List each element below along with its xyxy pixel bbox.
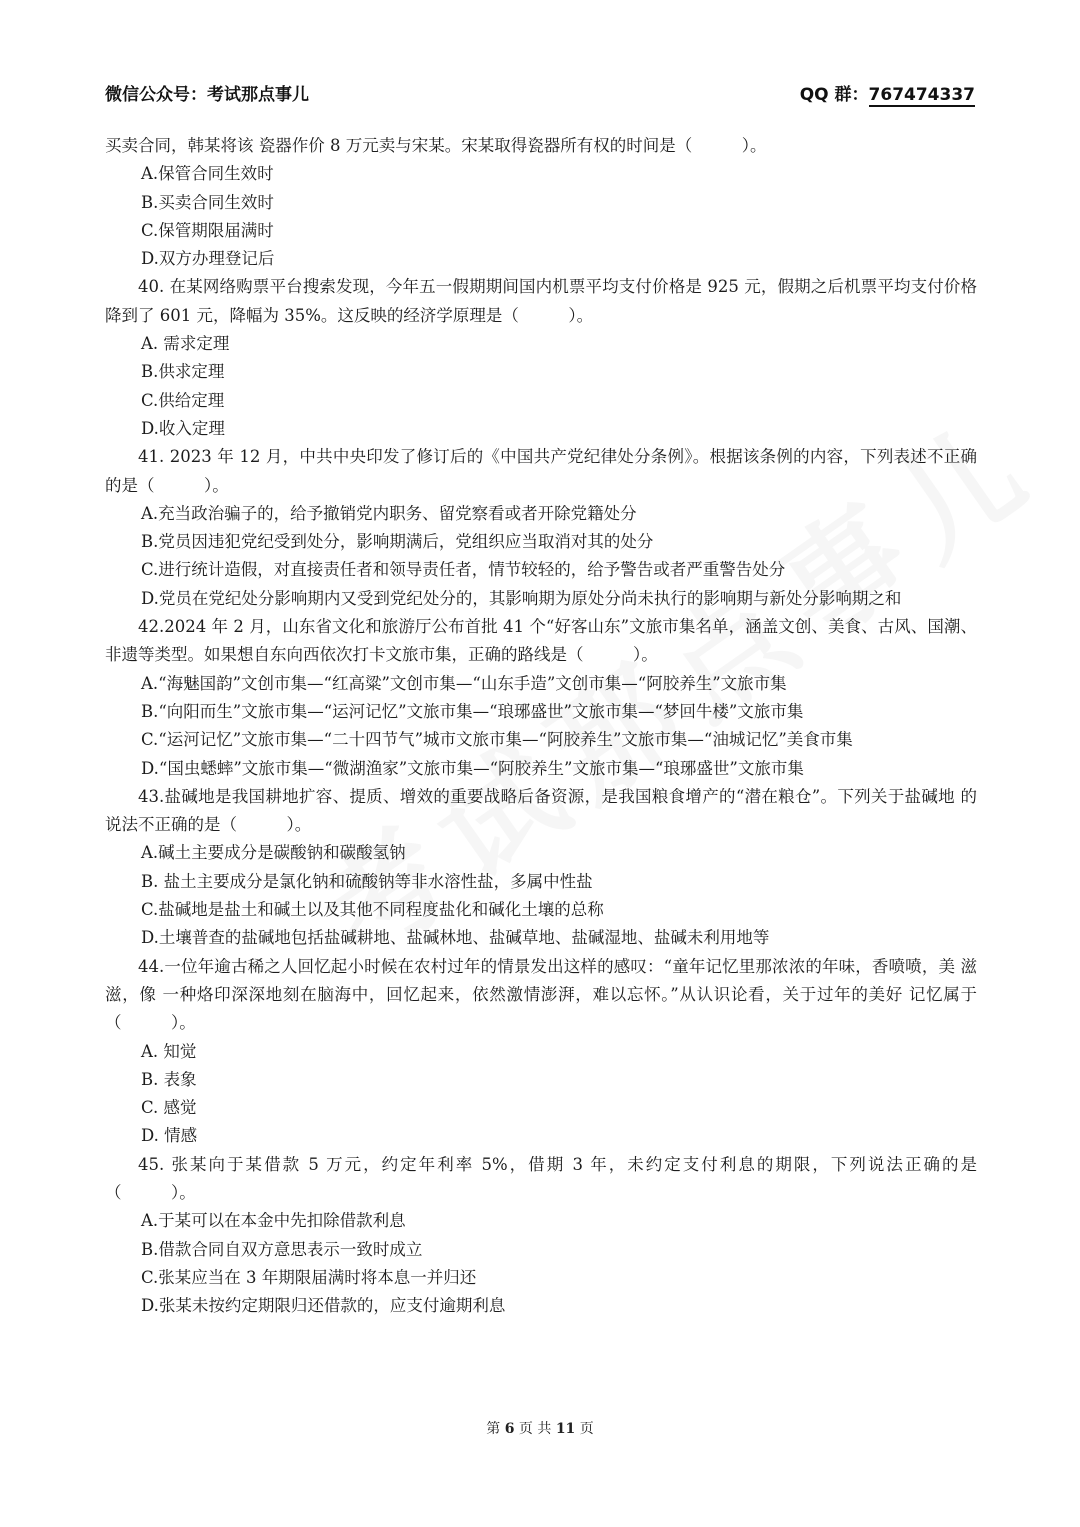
question-40-option-b: B.供求定理 bbox=[141, 362, 225, 382]
page-header bbox=[105, 80, 975, 110]
question-39-option-d: D.双方办理登记后 bbox=[141, 249, 275, 269]
header-qq-group bbox=[800, 80, 975, 105]
question-39-option-b: B.买卖合同生效时 bbox=[141, 192, 274, 212]
question-45-option-d: D.张某未按约定期限归还借款的，应支付逾期利息 bbox=[141, 1296, 506, 1316]
question-45-option-c: C.张某应当在 3 年期限届满时将本息一并归还 bbox=[141, 1267, 477, 1287]
question-39-option-c: C.保管期限届满时 bbox=[141, 220, 274, 240]
exam-content bbox=[105, 132, 977, 1320]
question-43-option-d: D.土壤普查的盐碱地包括盐碱耕地、盐碱林地、盐碱草地、盐碱湿地、盐碱未利用地等 bbox=[141, 928, 770, 948]
question-42: 42.2024 年 2 月，山东省文化和旅游厅公布首批 41 个“好客山东”文旅市集名单，涵盖文创、美食、古风、国潮、非遗等类型。如果想自东向西依次打卡文旅市集，正确的路线是（ ）。 bbox=[105, 617, 977, 665]
question-45-option-b: B.借款合同自双方意思表示一致时成立 bbox=[141, 1239, 423, 1259]
question-43-option-a: A.碱土主要成分是碳酸钠和碳酸氢钠 bbox=[141, 843, 406, 863]
footer-prefix: 第 bbox=[486, 1421, 501, 1437]
qq-group-label: QQ 群： bbox=[799, 85, 869, 105]
question-40-option-d: D.收入定理 bbox=[141, 418, 225, 438]
question-43-option-c: C.盐碱地是盐土和碱土以及其他不同程度盐化和碱化土壤的总称 bbox=[141, 900, 604, 920]
question-41-option-a: A.充当政治骗子的，给予撤销党内职务、留党察看或者开除党籍处分 bbox=[141, 503, 637, 523]
footer-page-number: 6 bbox=[504, 1421, 515, 1437]
question-44-option-c: C. 感觉 bbox=[141, 1098, 197, 1118]
question-43-option-b: B. 盐土主要成分是氯化钠和硫酸钠等非水溶性盐，多属中性盐 bbox=[141, 871, 593, 891]
question-41-option-c: C.进行统计造假，对直接责任者和领导责任者，情节较轻的，给予警告或者严重警告处分 bbox=[141, 560, 786, 580]
question-42-option-d: D.“国虫蟋蟀”文旅市集—“微湖渔家”文旅市集—“阿胶养生”文旅市集—“琅琊盛世”文旅市集 bbox=[141, 758, 804, 778]
question-42-option-b: B.“向阳而生”文旅市集—“运河记忆”文旅市集—“琅琊盛世”文旅市集—“梦回牛楼”文旅市集 bbox=[141, 701, 804, 721]
footer-middle: 页 共 bbox=[518, 1421, 552, 1437]
question-41-option-b: B.党员因违犯党纪受到处分，影响期满后，党组织应当取消对其的处分 bbox=[141, 532, 654, 552]
question-42-option-c: C.“运河记忆”文旅市集—“二十四节气”城市文旅市集—“阿胶养生”文旅市集—“油城记忆”美食市集 bbox=[141, 730, 853, 750]
question-45-option-a: A.于某可以在本金中先扣除借款利息 bbox=[141, 1211, 406, 1231]
question-42-option-a: A.“海魅国韵”文创市集—“红高粱”文创市集—“山东手造”文创市集—“阿胶养生”文旅市集 bbox=[141, 673, 787, 693]
question-41-option-d: D.党员在党纪处分影响期内又受到党纪处分的，其影响期为原处分尚未执行的影响期与新处分影响期之和 bbox=[141, 588, 902, 608]
header-wechat-account: 微信公众号：考试那点事儿 bbox=[105, 85, 309, 105]
question-39-option-a: A.保管合同生效时 bbox=[141, 164, 274, 184]
question-39-tail: 买卖合同，韩某将该 瓷器作价 8 万元卖与宋某。宋某取得瓷器所有权的时间是（ ）。 bbox=[105, 136, 767, 155]
question-44-option-b: B. 表象 bbox=[141, 1069, 197, 1089]
question-44: 44.一位年逾古稀之人回忆起小时候在农村过年的情景发出这样的感叹：“童年记忆里那浓浓的年味，香喷喷，美 滋滋，像 一种烙印深深地刻在脑海中，回忆起来，依然激情澎湃，难以忘怀。”从认识论看，关于过年的美好 记忆属于（ ）。 bbox=[105, 956, 977, 1033]
question-40: 40. 在某网络购票平台搜索发现，今年五一假期期间国内机票平均支付价格是 925 元，假期之后机票平均支付价格降到了 601 元，降幅为 35%。这反映的经济学原理是（ ）。 bbox=[105, 277, 977, 325]
footer-suffix: 页 bbox=[579, 1421, 594, 1437]
question-40-option-a: A. 需求定理 bbox=[141, 334, 230, 354]
question-45: 45. 张某向于某借款 5 万元，约定年利率 5%，借期 3 年，未约定支付利息的期限，下列说法正确的是（ ）。 bbox=[105, 1154, 977, 1202]
page-footer bbox=[0, 1418, 1080, 1438]
question-44-option-a: A. 知觉 bbox=[141, 1041, 197, 1061]
question-41: 41. 2023 年 12 月，中共中央印发了修订后的《中国共产党纪律处分条例》。根据该条例的内容，下列表述不正确的是（ ）。 bbox=[105, 447, 977, 495]
question-44-option-d: D. 情感 bbox=[141, 1126, 198, 1146]
question-43: 43.盐碱地是我国耕地扩容、提质、增效的重要战略后备资源，是我国粮食增产的“潜在粮仓”。下列关于盐碱地 的说法不正确的是（ ）。 bbox=[105, 786, 977, 835]
qq-group-number: 767474337 bbox=[868, 85, 975, 105]
question-40-option-c: C.供给定理 bbox=[141, 390, 225, 410]
footer-total-pages: 11 bbox=[555, 1421, 576, 1437]
